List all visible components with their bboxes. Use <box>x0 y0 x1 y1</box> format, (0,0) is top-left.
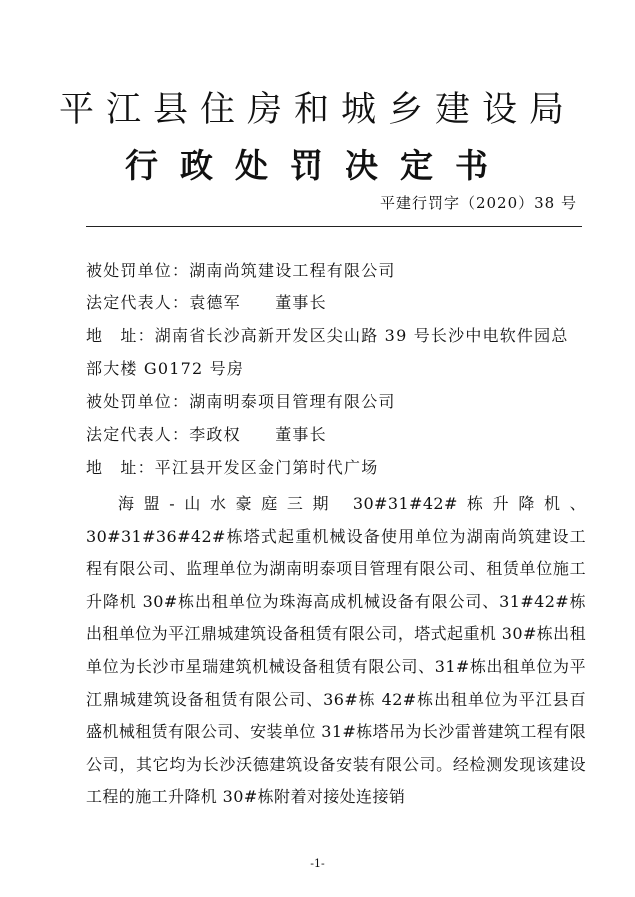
party1-unit: 被处罚单位：湖南尚筑建设工程有限公司 <box>86 261 396 280</box>
party2-unit: 被处罚单位：湖南明泰项目管理有限公司 <box>86 392 396 411</box>
party2-representative: 法定代表人：李政权 董事长 <box>86 425 327 444</box>
header-rule <box>86 226 582 227</box>
party1-address-line2: 部大楼 G0172 号房 <box>86 359 245 378</box>
page-number: -1- <box>310 857 325 870</box>
party1-representative: 法定代表人：袁德军 董事长 <box>86 293 327 312</box>
body-section <box>86 488 586 814</box>
document-number: 平建行罚字（2020）38 号 <box>379 194 577 212</box>
document-type-title: 行政处罚决定书 <box>125 146 510 185</box>
party1-address-line1: 地 址：湖南省长沙高新开发区尖山路 39 号长沙中电软件园总 <box>86 326 569 345</box>
body-paragraph: 海盟-山水豪庭三期 30#31#42#栋升降机、30#31#36#42#栋塔式起重机械设备使用单位为湖南尚筑建设工程有限公司、监理单位为湖南明泰项目管理有限公司、租赁单位施工升降机 30#栋出租单位为珠海高成机械设备有限公司、31#42#栋出租单位为平江鼎城建筑设备租赁有限公司，塔式起重机 30#栋出租单位为长沙市星瑞建筑机械设备租赁有限公司、31#栋出租单位为平江鼎城建筑设备租赁有限公司、36#栋 42#栋出租单位为平江县百盛机械租赁有限公司、安装单位 31#栋塔吊为长沙雷普建筑工程有限公司，其它均为长沙沃德建筑设备安装有限公司。经检测发现该建设工程的施工升降机 30#栋附着对接处连接销 <box>86 494 586 807</box>
agency-title: 平江县住房和城乡建设局 <box>58 90 576 130</box>
party2-address: 地 址：平江县开发区金门第时代广场 <box>86 458 379 477</box>
